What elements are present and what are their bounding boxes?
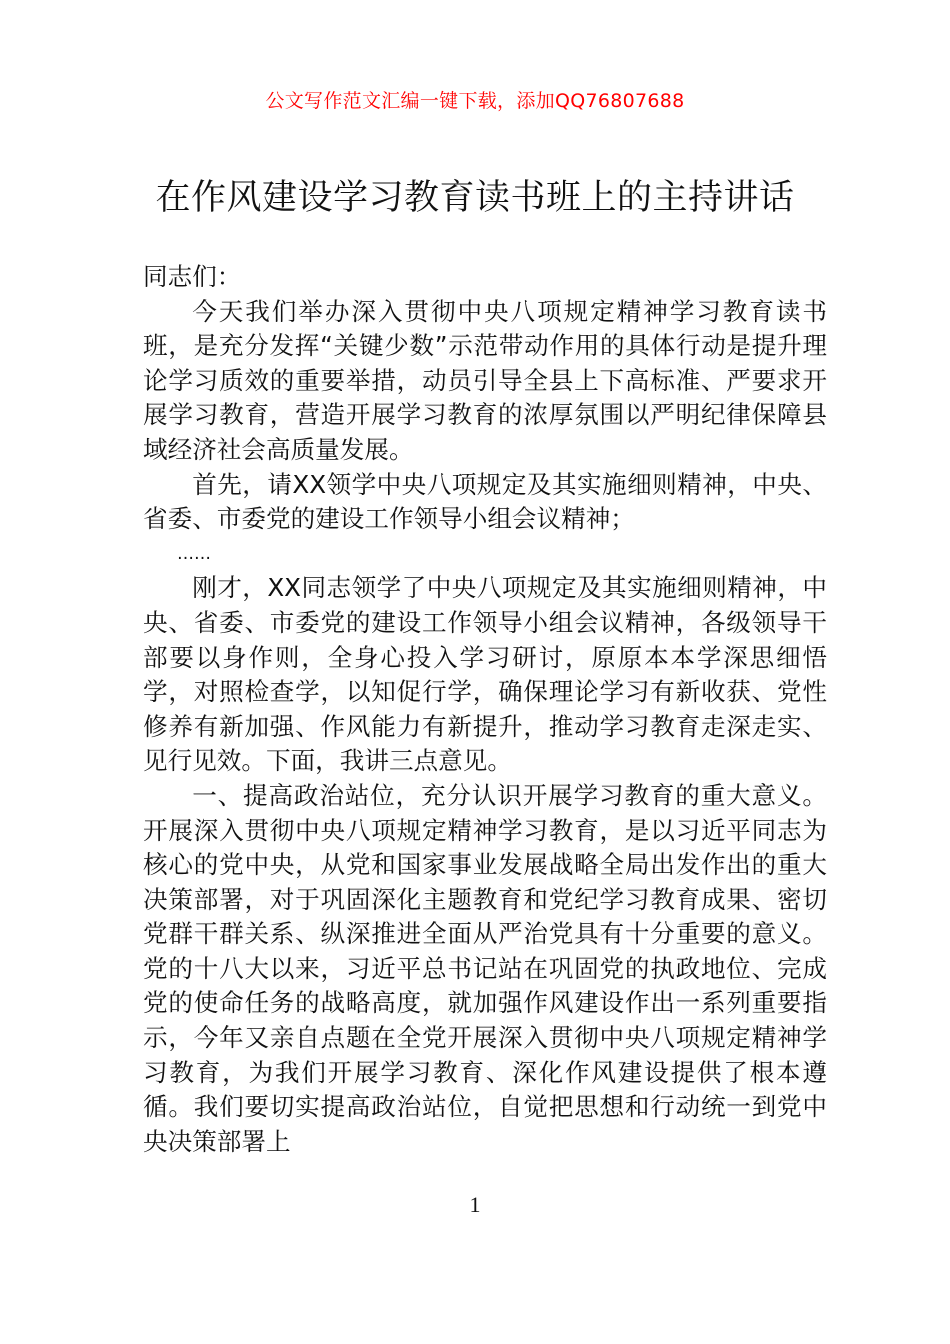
page-number: 1 — [469, 1192, 481, 1217]
paragraph-point-one: 一、提高政治站位，充分认识开展学习教育的重大意义。开展深入贯彻中央八项规定精神学习教育，是以习近平同志为核心的党中央，从党和国家事业发展战略全局出发作出的重大决策部署，对于巩固深化主题教育和党纪学习教育成果、密切党群干群关系、纵深推进全面从严治党具有十分重要的意义。党的十八大以来，习近平总书记站在巩固党的执政地位、完成党的使命任务的战略高度，就加强作风建设作出一系列重要指示，今年又亲自点题在全党开展深入贯彻中央八项规定精神学习教育，为我们开展学习教育、深化作风建设提供了根本遵循。我们要切实提高政治站位，自觉把思想和行动统一到党中央决策部署上 — [143, 780, 827, 1156]
paragraph-intro: 今天我们举办深入贯彻中央八项规定精神学习教育读书班，是充分发挥“关键少数”示范带动作用的具体行动是提升理论学习质效的重要举措，动员引导全县上下高标准、严要求开展学习教育，营造开展学习教育的浓厚氛围以严明纪律保障县域经济社会高质量发展。 — [143, 296, 827, 464]
paragraph-summary: 刚才，XX同志领学了中央八项规定及其实施细则精神，中央、省委、市委党的建设工作领导小组会议精神，各级领导干部要以身作则，全身心投入学习研讨，原原本本学深思细悟学，对照检查学，以知促行学，确保理论学习有新收获、党性修养有新加强、作风能力有新提升，推动学习教育走深走实、见行见效。下面，我讲三点意见。 — [143, 573, 827, 776]
document-title: 在作风建设学习教育读书班上的主持讲话 — [155, 178, 795, 218]
document-body — [143, 260, 827, 1159]
paragraph-ellipsis: …… — [177, 543, 211, 564]
download-banner: 公文写作范文汇编一键下载，添加QQ76807688 — [265, 90, 685, 112]
paragraph-first: 首先，请XX领学中央八项规定及其实施细则精神，中央、省委、市委党的建设工作领导小组会议精神； — [143, 469, 827, 534]
salutation: 同志们： — [143, 262, 242, 291]
